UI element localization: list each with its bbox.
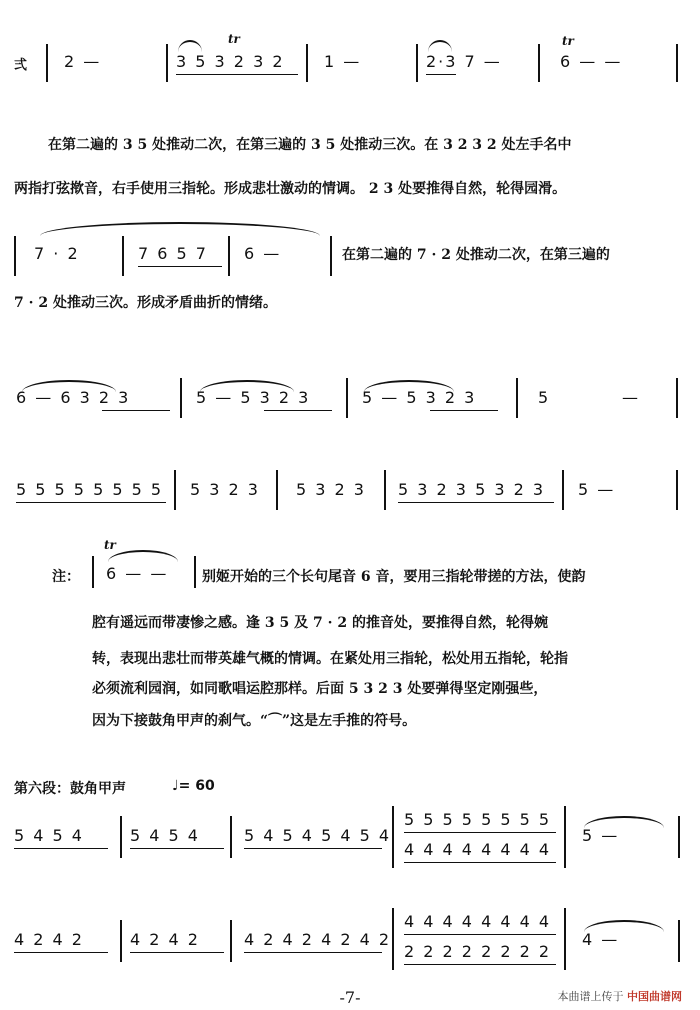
row5-measure-4-top: 5 5 5 5 5 5 5 5 — [404, 810, 552, 829]
row2-repeat-end — [330, 236, 332, 276]
barline — [228, 236, 230, 276]
page-number: -7- — [339, 988, 361, 1007]
trill-mark: tr — [104, 538, 116, 552]
tempo-mark: ♩= 60 — [172, 778, 215, 794]
row3-measure-1: 6 — 6 3 2 3 — [16, 388, 131, 407]
underline — [14, 848, 108, 849]
underline — [404, 862, 556, 863]
row6-repeat-start — [120, 920, 122, 962]
row1-measure-1: 2 — — [64, 52, 102, 71]
row1-repeat-end — [676, 44, 678, 82]
note-line-4: 必须流利园润，如同歌唱运腔那样。后面 5 3 2 3 处要弹得坚定刚强些， — [92, 681, 548, 697]
row6-repeat-end — [230, 920, 232, 962]
row1-measure-5: 6 — — — [560, 52, 623, 71]
row4-measure-3: 5 3 2 3 — [296, 480, 366, 499]
row6-measure-1: 4 2 4 2 — [14, 930, 84, 949]
watermark-upload-text: 本曲谱上传于 — [557, 990, 624, 1003]
row1-measure-4: 2·3 7 — — [426, 52, 502, 71]
underline — [430, 410, 498, 411]
row6-measure-3: 4 2 4 2 4 2 4 2 — [244, 930, 392, 949]
underline — [426, 74, 456, 75]
row5-measure-3: 5 4 5 4 5 4 5 4 — [244, 826, 392, 845]
underline — [244, 848, 382, 849]
barline — [676, 470, 678, 510]
underline — [130, 848, 224, 849]
trill-mark: tr — [228, 32, 240, 46]
row4-repeat-start — [384, 470, 386, 510]
note-phrase: 6 — — — [106, 564, 169, 583]
row6-repeat-end-2 — [564, 908, 566, 970]
note-line-1: 别姬开始的三个长句尾音 6 音，要用三指轮带搓的方法，使韵 — [202, 569, 586, 585]
underline — [398, 502, 554, 503]
row3-measure-5: — — [622, 388, 640, 407]
row3-measure-2: 5 — 5 3 2 3 — [196, 388, 311, 407]
underline — [404, 964, 556, 965]
slur-arc-icon — [40, 222, 320, 236]
barline — [678, 920, 680, 962]
slur-arc-icon — [108, 550, 178, 562]
section-title: 第六段：鼓角甲声 — [14, 781, 126, 797]
row5-repeat-end-2 — [564, 806, 566, 868]
row4-repeat-end — [562, 470, 564, 510]
barline — [122, 236, 124, 276]
underline — [404, 832, 556, 833]
row5-repeat-end — [230, 816, 232, 858]
barline — [416, 44, 418, 82]
underline — [16, 502, 166, 503]
para1-line-2: 两指打弦揿音，右手使用三指轮。形成悲壮激动的情调。 2 3 处要推得自然，轮得园滑。 — [14, 181, 567, 197]
row5-measure-4-bottom: 4 4 4 4 4 4 4 4 — [404, 840, 552, 859]
row1-repeat-start — [46, 44, 48, 82]
row2-measure-2: 7 6 5 7 — [138, 244, 208, 263]
watermark-brand: 中国曲谱网 — [627, 990, 682, 1003]
barline — [678, 816, 680, 858]
row2-repeat-start — [14, 236, 16, 276]
row3-measure-3: 5 — 5 3 2 3 — [362, 388, 477, 407]
note-line-5: 因为下接鼓角甲声的刹气。“⌒”这是左手推的符号。 — [92, 713, 417, 729]
row6-measure-5: 4 — — [582, 930, 620, 949]
row2-text-line-2: 7 · 2 处推动三次。形成矛盾曲折的情绪。 — [14, 295, 277, 311]
barline — [166, 44, 168, 82]
row5-measure-5: 5 — — [582, 826, 620, 845]
row4-measure-5: 5 — — [578, 480, 616, 499]
row6-repeat-start-2 — [392, 908, 394, 970]
row5-measure-2: 5 4 5 4 — [130, 826, 200, 845]
row2-measure-1: 7 · 2 — [34, 244, 80, 263]
row4-measure-2: 5 3 2 3 — [190, 480, 260, 499]
row4-measure-1: 5 5 5 5 5 5 5 5 — [16, 480, 164, 499]
underline — [138, 266, 222, 267]
note-line-3: 转，表现出悲壮而带英雄气概的情调。在紧处用三指轮，松处用五指轮，轮指 — [92, 651, 568, 667]
trill-mark: tr — [562, 34, 574, 48]
row6-measure-4-bottom: 2 2 2 2 2 2 2 2 — [404, 942, 552, 961]
row4-measure-4: 5 3 2 3 5 3 2 3 — [398, 480, 546, 499]
note-line-2: 腔有遥远而带凄惨之感。逢 3 5 及 7 · 2 的推音处，要推得自然，轮得婉 — [92, 615, 548, 631]
row3-repeat-end — [346, 378, 348, 418]
row5-repeat-start — [120, 816, 122, 858]
underline — [176, 74, 298, 75]
row1-measure-2: 3 5 3 2 3 2 — [176, 52, 285, 71]
barline — [174, 470, 176, 510]
underline — [264, 410, 332, 411]
row2-measure-3: 6 — — [244, 244, 282, 263]
barline — [306, 44, 308, 82]
barline — [92, 556, 94, 588]
row6-measure-4-top: 4 4 4 4 4 4 4 4 — [404, 912, 552, 931]
row6-measure-2: 4 2 4 2 — [130, 930, 200, 949]
push-arc-icon — [428, 40, 452, 52]
barline — [538, 44, 540, 82]
row1-lead-mark: 弍 — [14, 58, 28, 73]
underline — [102, 410, 170, 411]
barline — [676, 378, 678, 418]
row5-repeat-start-2 — [392, 806, 394, 868]
underline — [14, 952, 108, 953]
push-arc-icon — [178, 40, 202, 52]
row3-measure-4: 5 — [538, 388, 551, 407]
underline — [244, 952, 382, 953]
row3-repeat-start — [180, 378, 182, 418]
row5-measure-1: 5 4 5 4 — [14, 826, 84, 845]
watermark — [558, 988, 683, 1004]
note-label: 注： — [52, 569, 80, 585]
para1-line-1: 在第二遍的 3 5 处推动二次，在第三遍的 3 5 处推动三次。在 3 2 3 2 处左手名中 — [48, 137, 572, 153]
underline — [404, 934, 556, 935]
row1-measure-3: 1 — — [324, 52, 362, 71]
barline — [194, 556, 196, 588]
underline — [130, 952, 224, 953]
barline — [516, 378, 518, 418]
row2-text-tail: 在第二遍的 7 · 2 处推动二次，在第三遍的 — [342, 247, 610, 263]
barline — [276, 470, 278, 510]
